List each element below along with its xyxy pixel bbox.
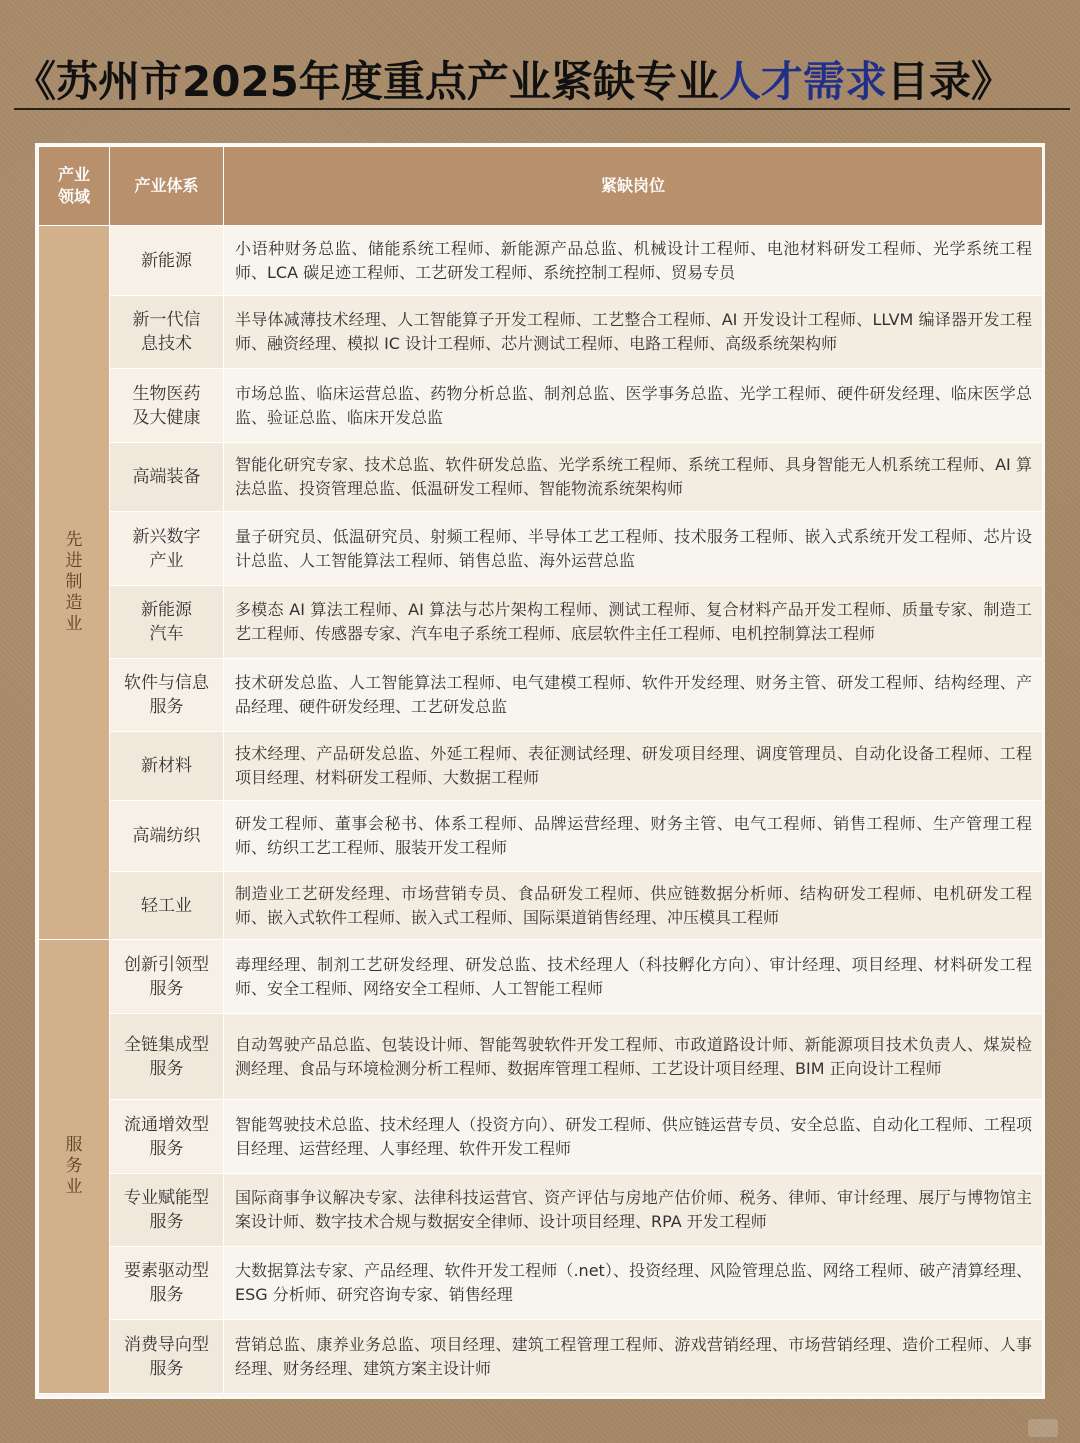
table-row: [39, 872, 1043, 940]
table-row: [39, 940, 1043, 1014]
table-row: [39, 369, 1043, 443]
table-row: [39, 586, 1043, 659]
positions-cell: 市场总监、临床运营总监、药物分析总监、制剂总监、医学事务总监、光学工程师、硬件研发经理、临床医学总监、验证总监、临床开发总监: [224, 369, 1043, 443]
system-cell: 轻工业: [110, 872, 224, 940]
positions-cell: 智能驾驶技术总监、技术经理人（投资方向）、研发工程师、供应链运营专员、安全总监、自动化工程师、工程项目经理、运营经理、人事经理、软件开发工程师: [224, 1100, 1043, 1174]
system-cell: 创新引领型服务: [110, 940, 224, 1014]
positions-cell: 大数据算法专家、产品经理、软件开发工程师（.net）、投资经理、风险管理总监、网络工程师、破产清算经理、ESG 分析师、研究咨询专家、销售经理: [224, 1247, 1043, 1320]
system-cell: 新一代信息技术: [110, 296, 224, 369]
system-cell: 高端装备: [110, 443, 224, 512]
table-row: [39, 1247, 1043, 1320]
page-title: [14, 52, 1070, 112]
positions-cell: 制造业工艺研发经理、市场营销专员、食品研发工程师、供应链数据分析师、结构研发工程师、电机研发工程师、嵌入式软件工程师、嵌入式工程师、国际渠道销售经理、冲压模具工程师: [224, 872, 1043, 940]
watermark-badge: [1028, 1419, 1058, 1437]
system-cell: 新能源: [110, 226, 224, 296]
system-cell: 软件与信息服务: [110, 659, 224, 732]
positions-cell: 技术经理、产品研发总监、外延工程师、表征测试经理、研发项目经理、调度管理员、自动化设备工程师、工程项目经理、材料研发工程师、大数据工程师: [224, 732, 1043, 801]
system-cell: 新能源汽车: [110, 586, 224, 659]
table-row: [39, 296, 1043, 369]
title-highlight: 人才需求: [718, 57, 887, 106]
table-header-row: [39, 147, 1043, 226]
table-row: [39, 659, 1043, 732]
positions-cell: 小语种财务总监、储能系统工程师、新能源产品总监、机械设计工程师、电池材料研发工程师、光学系统工程师、LCA 碳足迹工程师、工艺研发工程师、系统控制工程师、贸易专员: [224, 226, 1043, 296]
table-row: [39, 1320, 1043, 1394]
header-system: 产业体系: [110, 147, 224, 226]
system-cell: 消费导向型服务: [110, 1320, 224, 1394]
table-row: [39, 512, 1043, 586]
title-underline: [14, 108, 1070, 110]
header-positions: 紧缺岗位: [224, 147, 1043, 226]
positions-cell: 智能化研究专家、技术总监、软件研发总监、光学系统工程师、系统工程师、具身智能无人机系统工程师、AI 算法总监、投资管理总监、低温研发工程师、智能物流系统架构师: [224, 443, 1043, 512]
system-cell: 高端纺织: [110, 801, 224, 872]
talent-demand-table: [38, 146, 1043, 1394]
positions-cell: 营销总监、康养业务总监、项目经理、建筑工程管理工程师、游戏营销经理、市场营销经理、造价工程师、人事经理、财务经理、建筑方案主设计师: [224, 1320, 1043, 1394]
positions-cell: 毒理经理、制剂工艺研发经理、研发总监、技术经理人（科技孵化方向）、审计经理、项目经理、材料研发工程师、安全工程师、网络安全工程师、人工智能工程师: [224, 940, 1043, 1014]
positions-cell: 国际商事争议解决专家、法律科技运营官、资产评估与房地产估价师、税务、律师、审计经理、展厅与博物馆主案设计师、数字技术合规与数据安全律师、设计项目经理、RPA 开发工程师: [224, 1174, 1043, 1247]
table-row: [39, 1014, 1043, 1100]
table-row: [39, 1174, 1043, 1247]
positions-cell: 量子研究员、低温研究员、射频工程师、半导体工艺工程师、技术服务工程师、嵌入式系统开发工程师、芯片设计总监、人工智能算法工程师、销售总监、海外运营总监: [224, 512, 1043, 586]
table-row: [39, 732, 1043, 801]
domain-cell-manufacturing: 先进制造业: [39, 226, 110, 940]
system-cell: 新兴数字产业: [110, 512, 224, 586]
title-part-1: 《苏州市2025年度重点产业紧缺专业: [14, 57, 719, 106]
system-cell: 专业赋能型服务: [110, 1174, 224, 1247]
table-row: [39, 226, 1043, 296]
positions-cell: 自动驾驶产品总监、包装设计师、智能驾驶软件开发工程师、市政道路设计师、新能源项目技术负责人、煤炭检测经理、食品与环境检测分析工程师、数据库管理工程师、工艺设计项目经理、BIM 正向设计工程师: [224, 1014, 1043, 1100]
table-row: [39, 1100, 1043, 1174]
domain-cell-services: 服务业: [39, 940, 110, 1394]
positions-cell: 技术研发总监、人工智能算法工程师、电气建模工程师、软件开发经理、财务主管、研发工程师、结构经理、产品经理、硬件研发经理、工艺研发总监: [224, 659, 1043, 732]
positions-cell: 研发工程师、董事会秘书、体系工程师、品牌运营经理、财务主管、电气工程师、销售工程师、生产管理工程师、纺织工艺工程师、服装开发工程师: [224, 801, 1043, 872]
table-row: [39, 801, 1043, 872]
system-cell: 全链集成型服务: [110, 1014, 224, 1100]
system-cell: 新材料: [110, 732, 224, 801]
system-cell: 要素驱动型服务: [110, 1247, 224, 1320]
header-domain: 产业领域: [39, 147, 110, 226]
system-cell: 流通增效型服务: [110, 1100, 224, 1174]
positions-cell: 多模态 AI 算法工程师、AI 算法与芯片架构工程师、测试工程师、复合材料产品开发工程师、质量专家、制造工艺工程师、传感器专家、汽车电子系统工程师、底层软件主任工程师、电机控制算法工程师: [224, 586, 1043, 659]
title-part-3: 目录》: [886, 57, 1013, 106]
table-row: [39, 443, 1043, 512]
positions-cell: 半导体减薄技术经理、人工智能算子开发工程师、工艺整合工程师、AI 开发设计工程师、LLVM 编译器开发工程师、融资经理、模拟 IC 设计工程师、芯片测试工程师、电路工程师、高级系统架构师: [224, 296, 1043, 369]
system-cell: 生物医药及大健康: [110, 369, 224, 443]
